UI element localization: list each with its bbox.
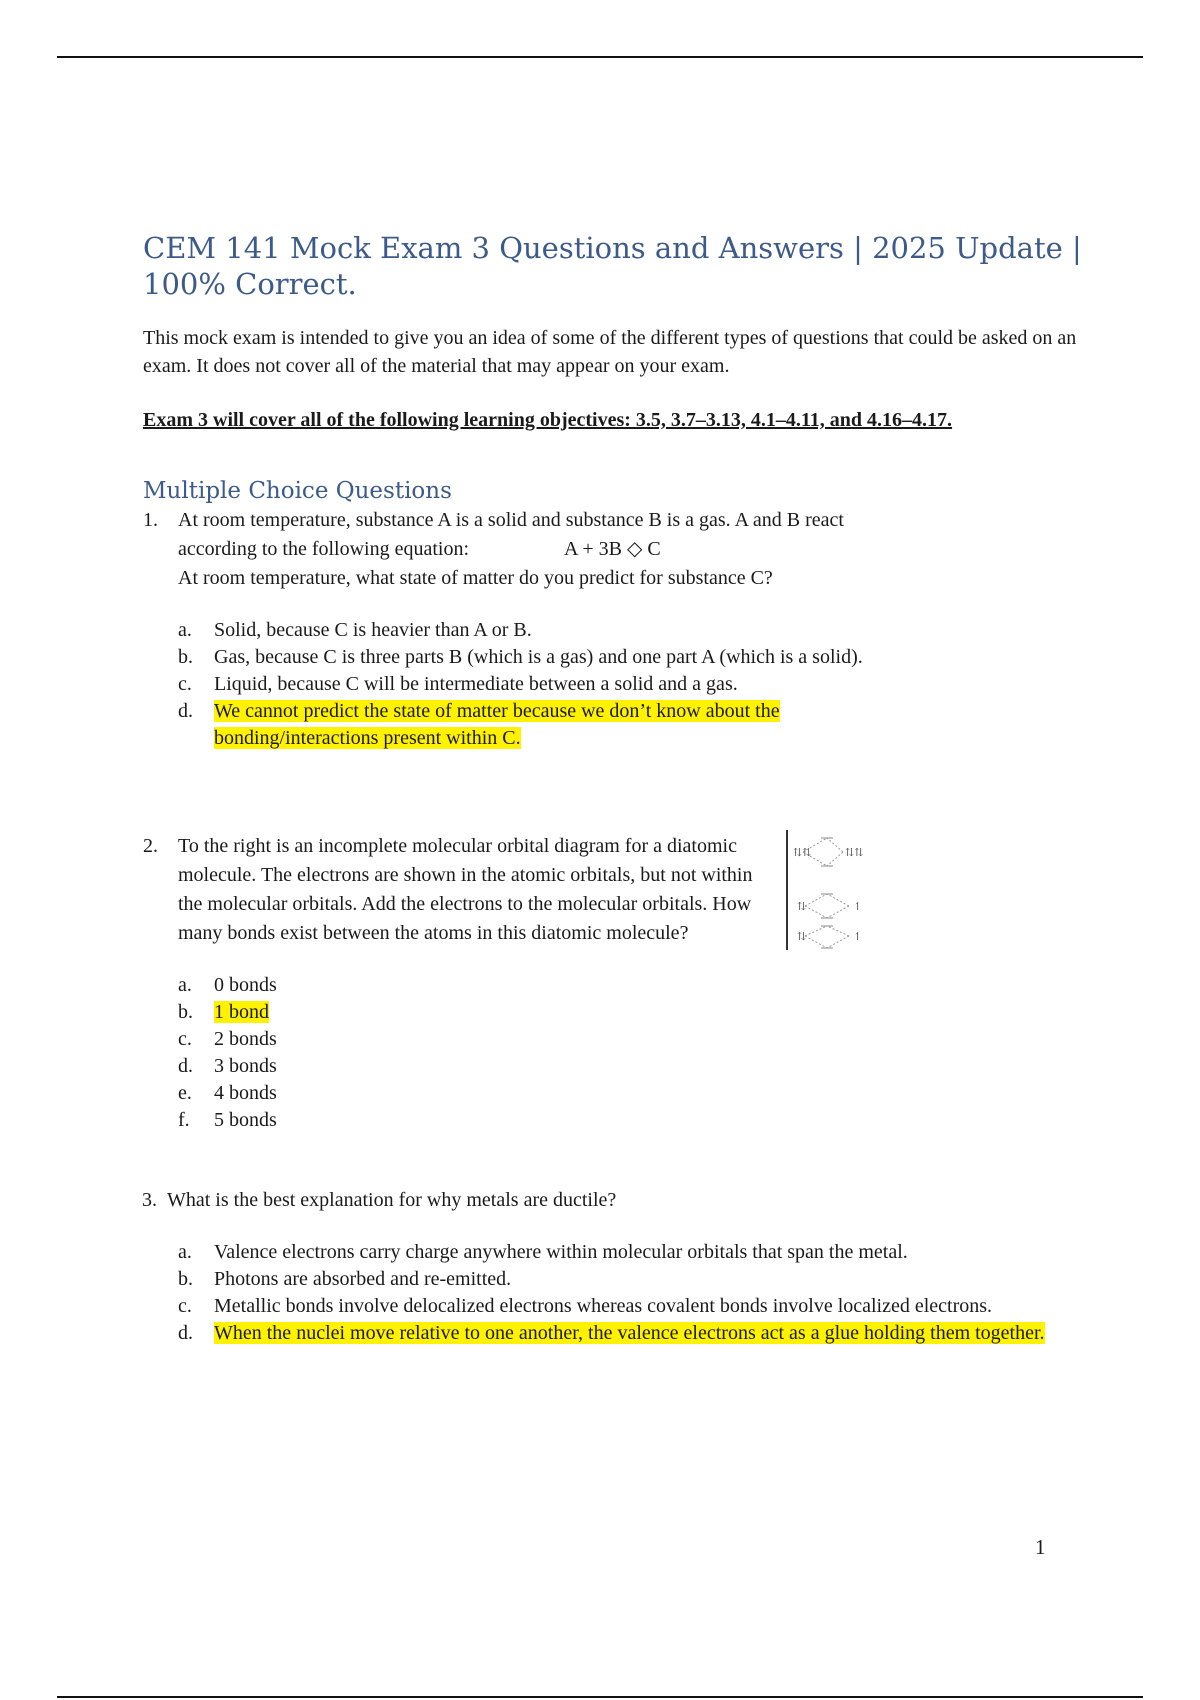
option-letter: c. <box>178 673 192 695</box>
atomic-orbital-electrons-left: ⇅ <box>797 900 807 913</box>
question-number: 2. <box>143 835 158 857</box>
answer-option <box>178 1107 1103 1134</box>
question-3 <box>143 1186 1103 1347</box>
answer-option <box>178 1080 1103 1107</box>
atomic-orbital-electrons-right: ↿ <box>853 930 863 943</box>
question-text-line: according to the following equation: <box>178 538 470 560</box>
option-letter: d. <box>178 1322 193 1344</box>
option-text-wrapper <box>214 698 854 752</box>
answer-options <box>178 617 1103 752</box>
mo-diagram-image <box>783 824 873 954</box>
question-text-line: At room temperature, substance A is a solid and substance B is a gas. A and B react <box>178 509 844 531</box>
answer-option <box>178 1053 1103 1080</box>
option-text: 2 bonds <box>214 1028 277 1050</box>
option-letter: b. <box>178 646 193 668</box>
atomic-orbital-electrons-left: ⇅ <box>797 930 807 943</box>
option-text: Valence electrons carry charge anywhere within molecular orbitals that span the metal. <box>214 1241 908 1263</box>
option-text: 3 bonds <box>214 1055 277 1077</box>
answer-option <box>178 644 1103 671</box>
question-2 <box>143 832 1103 1134</box>
option-letter: d. <box>178 700 193 722</box>
section-heading: Multiple Choice Questions <box>143 478 452 504</box>
option-letter: d. <box>178 1055 193 1077</box>
option-text: Metallic bonds involve delocalized electrons whereas covalent bonds involve localized electrons. <box>214 1295 993 1317</box>
option-text: Liquid, because C will be intermediate between a solid and a gas. <box>214 673 738 695</box>
option-letter: b. <box>178 1001 193 1023</box>
top-rule <box>57 56 1143 58</box>
answer-options <box>178 972 1103 1134</box>
option-letter: f. <box>178 1109 190 1131</box>
answer-option <box>178 1026 1103 1053</box>
answer-option-correct <box>178 999 1103 1026</box>
option-letter: c. <box>178 1028 192 1050</box>
option-text: 4 bonds <box>214 1082 277 1104</box>
option-letter: b. <box>178 1268 193 1290</box>
highlighted-answer: 1 bond <box>214 1001 269 1023</box>
atomic-orbital-electrons-right: ⇅⇅ <box>845 846 864 859</box>
reaction-equation: A + 3B ◇ C <box>564 538 661 560</box>
answer-option <box>178 972 1103 999</box>
answer-option-correct <box>178 1320 1103 1347</box>
highlighted-answer: We cannot predict the state of matter because we don’t know about the bonding/interactions present within C. <box>214 700 780 749</box>
question-text: To the right is an incomplete molecular orbital diagram for a diatomic molecule. The electrons are shown in the atomic orbitals, but not within the molecular orbitals. Add the electrons to the molecular orbitals. How many bonds exist between the atoms in this diatomic molecule? <box>178 835 753 944</box>
document-page <box>143 230 1103 1347</box>
atomic-orbital-electrons-left: ⇅⇅ <box>793 846 812 859</box>
option-letter: a. <box>178 1241 192 1263</box>
question-text: What is the best explanation for why metals are ductile? <box>167 1189 617 1211</box>
bottom-rule <box>57 1696 1143 1698</box>
option-text: 0 bonds <box>214 974 277 996</box>
atomic-orbital-electrons-right: ↿ <box>853 900 863 913</box>
option-letter: e. <box>178 1082 192 1104</box>
answer-option <box>178 671 1103 698</box>
answer-option <box>178 617 1103 644</box>
answer-option-correct <box>178 698 1103 752</box>
option-text: 5 bonds <box>214 1109 277 1131</box>
option-text-wrapper <box>214 999 1103 1026</box>
question-text-line: At room temperature, what state of matter do you predict for substance C? <box>178 567 773 589</box>
question-number: 1. <box>143 509 158 531</box>
question-number: 3. <box>142 1189 157 1211</box>
option-text: Solid, because C is heavier than A or B. <box>214 619 532 641</box>
intro-paragraph: This mock exam is intended to give you an idea of some of the different types of questions that could be asked on an exam. It does not cover all of the material that may appear on your exam. <box>143 327 1077 377</box>
learning-objectives: Exam 3 will cover all of the following learning objectives: 3.5, 3.7–3.13, 4.1–4.11, and 4.16–4.17. <box>143 409 953 431</box>
question-1 <box>143 506 1103 752</box>
option-text: Gas, because C is three parts B (which is a gas) and one part A (which is a solid). <box>214 646 863 668</box>
page-number: 1 <box>1035 1535 1046 1559</box>
option-letter: c. <box>178 1295 192 1317</box>
option-letter: a. <box>178 619 192 641</box>
answer-option <box>178 1293 1103 1320</box>
option-text: Photons are absorbed and re-emitted. <box>214 1268 512 1290</box>
highlighted-answer: When the nuclei move relative to one another, the valence electrons act as a glue holding them together. <box>214 1322 1045 1344</box>
answer-options <box>178 1239 1103 1347</box>
answer-option <box>178 1266 1103 1293</box>
option-text-wrapper <box>214 1320 1103 1347</box>
option-letter: a. <box>178 974 192 996</box>
answer-option <box>178 1239 1103 1266</box>
page-title: CEM 141 Mock Exam 3 Questions and Answers | 2025 Update | 100% Correct. <box>143 231 1082 301</box>
